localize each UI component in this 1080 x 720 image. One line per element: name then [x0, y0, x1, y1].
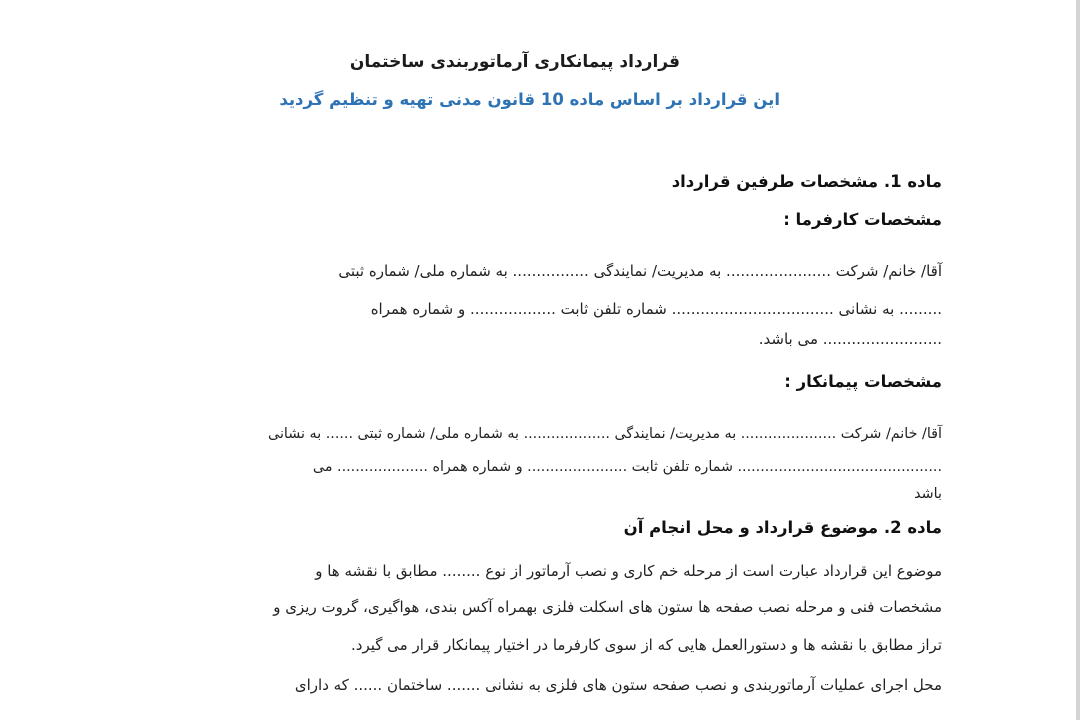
document-title: قرارداد پیمانکاری آرماتوربندی ساختمان — [349, 52, 680, 72]
employer-line: ......... به نشانی .................................. شماره تلفن ثابت .................. و شماره همراه — [370, 300, 942, 318]
document-subtitle: این قرارداد بر اساس ماده 10 قانون مدنی تهیه و تنظیم گردید — [279, 90, 780, 109]
contractor-heading: مشخصات پیمانکار : — [784, 372, 942, 391]
contractor-line: باشد — [914, 486, 942, 502]
employer-line: ......................... می باشد. — [758, 330, 942, 348]
article1-heading: ماده 1. مشخصات طرفین قرارداد — [671, 172, 942, 191]
contractor-line: ............................................. شماره تلفن ثابت ...................... و شماره همراه .................... می — [312, 459, 942, 475]
article2-line: تراز مطابق با نقشه ها و دستورالعمل هایی که از سوی کارفرما در اختیار پیمانکار قرار می گیرد. — [351, 636, 942, 654]
article2-line: مشخصات فنی و مرحله نصب صفحه ها ستون های اسکلت فلزی بهمراه آکس بندی، هواگیری، گروت ریزی و — [273, 598, 942, 616]
contractor-line: آقا/ خانم/ شرکت ..................... به مدیریت/ نمایندگی ................... به شماره ملی/ شماره ثبتی ...... به نشانی — [268, 426, 942, 442]
employer-line: آقا/ خانم/ شرکت ...................... به مدیریت/ نمایندگی ................ به شماره ملی/ شماره ثبتی — [338, 262, 942, 280]
article2-line: موضوع این قرارداد عبارت است از مرحله خم کاری و نصب آرماتور از نوع ........ مطابق با نقشه ها و — [315, 562, 942, 580]
employer-heading: مشخصات کارفرما : — [783, 210, 942, 229]
page-edge-divider — [1076, 0, 1080, 720]
article2-heading: ماده 2. موضوع قرارداد و محل انجام آن — [623, 518, 942, 537]
article2-line: محل اجرای عملیات آرماتوربندی و نصب صفحه ستون های فلزی به نشانی ....... ساختمان ...... که دارای — [294, 676, 942, 694]
